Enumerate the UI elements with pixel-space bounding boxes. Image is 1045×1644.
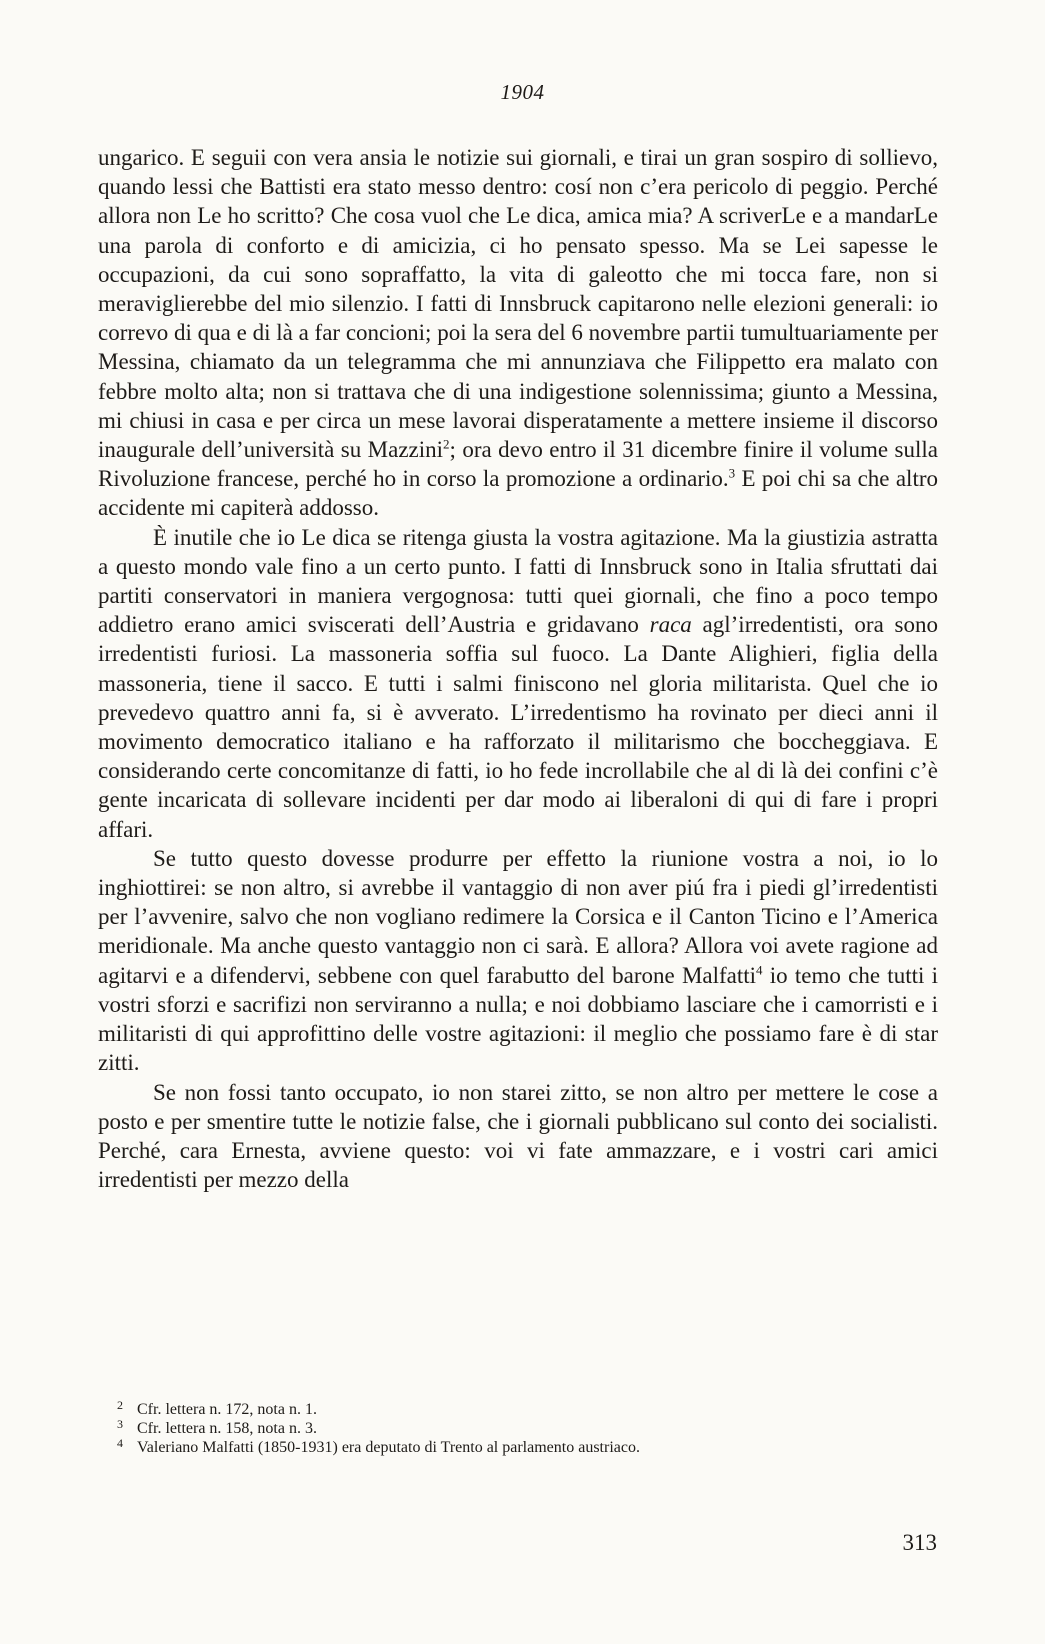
paragraph-3-text-b: io temo che tutti i vostri sforzi e sacrifizi non serviranno a nulla; e noi dobbiamo lasciare che i camorristi e i militaristi di qui approfittino delle vostre agitazioni: il meglio che possiamo fare è di star zitti. xyxy=(98,962,938,1076)
footnote-text: Valeriano Malfatti (1850-1931) era deputato di Trento al parlamento austriaco. xyxy=(137,1439,640,1456)
paragraph-3 xyxy=(98,844,938,1078)
footnotes xyxy=(117,1398,937,1457)
footnote-text: Cfr. lettera n. 158, nota n. 3. xyxy=(137,1420,317,1437)
paragraph-1-text-c: E poi chi sa che altro accidente mi capiterà addosso. xyxy=(98,466,938,521)
paragraph-1-text-a: ungarico. E seguii con vera ansia le notizie sui giornali, e tirai un gran sospiro di sollievo, quando lessi che Battisti era stato messo dentro: cosí non c’era pericolo di peggio. Perché allora non Le ho scritto? Che cosa vuol che Le dica, amica mia? A scriverLe e a mandarLe una parola di conforto e di amicizia, ci ho pensato spesso. Ma se Lei sapesse le occupazioni, da cui sono sopraffatto, la vita di galeotto che mi tocca fare, non si meraviglierebbe del mio silenzio. I fatti di Innsbruck capitarono nelle elezioni generali: io correvo di qua e di là a far concioni; poi la sera del 6 novembre partii tumultuariamente per Messina, chiamato da un telegramma che mi annunziava che Filippetto era malato con febbre molto alta; non si trattava che di una indigestione solennissima; giunto a Messina, mi chiusi in casa e per circa un mese lavorai disperatamente a mettere insieme il discorso inaugurale dell’università su Mazzini xyxy=(98,145,938,463)
paragraph-2-emphasis: raca xyxy=(649,612,692,638)
paragraph-3-text-a: Se tutto questo dovesse produrre per effetto la riunione vostra a noi, io lo inghiottirei: se non altro, si avrebbe il vantaggio di non aver piú fra i piedi gl’irredentisti per l’avvenire, salvo che non vogliano redimere la Corsica e il Canton Ticino e l’America meridionale. Ma anche questo vantaggio non ci sarà. E allora? Allora voi avete ragione ad agitarvi e a difendervi, sebbene con quel farabutto del barone Malfatti xyxy=(98,845,938,988)
footnote-mark: 2 xyxy=(117,1398,123,1412)
paragraph-4-text-a: Se non fossi tanto occupato, io non starei zitto, se non altro per mettere le cose a posto e per smentire tutte le notizie false, che i giornali pubblicano sul conto dei socialisti. Perché, cara Ernesta, avviene questo: voi vi fate ammazzare, e i vostri cari amici irredentisti per mezzo della xyxy=(98,1079,938,1193)
running-head: 1904 xyxy=(500,80,545,104)
body-text xyxy=(98,143,938,1194)
footnote-mark: 4 xyxy=(117,1436,123,1450)
footnote-ref-2: 2 xyxy=(443,436,450,452)
paragraph-1 xyxy=(98,143,938,523)
paragraph-2-text-b: agl’irredentisti, ora sono irredentisti furiosi. La massoneria soffia sul fuoco. La Dante Alighieri, figlia della massoneria, tiene il sacco. E tutti i salmi finiscono nel gloria militarista. Quel che io prevedevo quattro anni fa, si è avverato. L’irredentismo ha rovinato per dieci anni il movimento democratico italiano e ha rafforzato il militarismo che boccheggiava. E considerando certe concomitanze di fatti, io ho fede incrollabile che al di là dei confini c’è gente incaricata di sollevare incidenti per dar modo ai liberaloni di qui di fare i propri affari. xyxy=(98,612,938,842)
paragraph-2 xyxy=(98,523,938,844)
paragraph-2-text-a: È inutile che io Le dica se ritenga giusta la vostra agitazione. Ma la giustizia astratta a questo mondo vale fino a un certo punto. I fatti di Innsbruck sono in Italia sfruttati dai partiti conservatori in maniera vergognosa: tutti quei giornali, che fino a poco tempo addietro erano amici sviscerati dell’Austria e gridavano xyxy=(98,524,938,638)
footnote-2 xyxy=(117,1398,937,1419)
paragraph-1-text-b: ; ora devo entro il 31 dicembre finire il volume sulla Rivoluzione francese, perché ho in corso la promozione a ordinario. xyxy=(98,437,938,492)
footnote-mark: 3 xyxy=(117,1417,123,1431)
page-number: 313 xyxy=(902,1530,937,1555)
footnote-ref-4: 4 xyxy=(756,962,763,978)
footnote-3 xyxy=(117,1417,937,1438)
footnote-ref-3: 3 xyxy=(728,465,736,481)
footnote-text: Cfr. lettera n. 172, nota n. 1. xyxy=(137,1401,317,1418)
paragraph-4 xyxy=(98,1078,938,1195)
footnote-4 xyxy=(117,1436,937,1457)
